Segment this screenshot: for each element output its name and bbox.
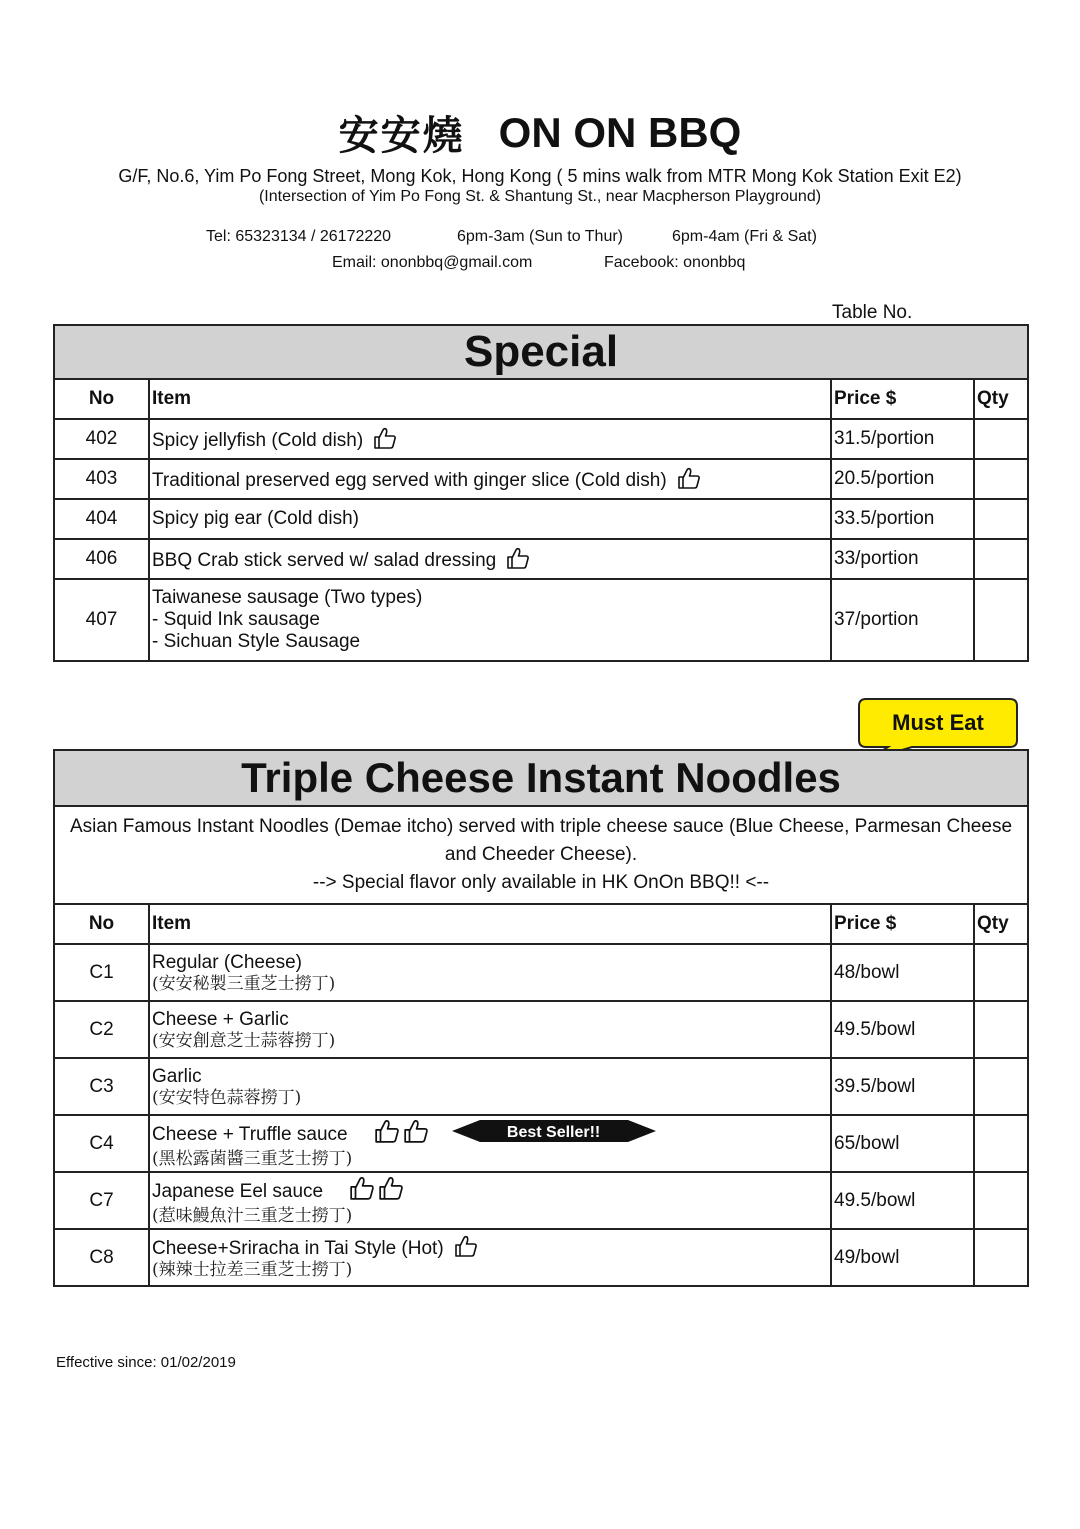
table-row — [54, 1172, 1028, 1229]
item-no: C4 — [54, 1115, 149, 1172]
thumbs-up-icon — [403, 1119, 429, 1143]
item-price: 33/portion — [831, 539, 974, 579]
item-price: 37/portion — [831, 579, 974, 661]
col-price: Price $ — [831, 904, 974, 944]
table-row — [54, 579, 1028, 661]
noodles-table — [53, 749, 1029, 1287]
best-seller-badge — [452, 1118, 656, 1144]
table-row — [54, 459, 1028, 499]
item-name: Traditional preserved egg served with ginger slice (Cold dish) — [152, 469, 667, 491]
col-item: Item — [149, 904, 831, 944]
table-row — [54, 1115, 1028, 1172]
restaurant-name-zh: 安安燒 — [338, 112, 465, 159]
qty-cell[interactable] — [974, 1058, 1028, 1115]
item-cell — [149, 1001, 831, 1058]
col-no: No — [54, 379, 149, 419]
thumbs-up-icon — [374, 1119, 400, 1143]
effective-date: Effective since: 01/02/2019 — [56, 1354, 236, 1371]
item-price: 33.5/portion — [831, 499, 974, 539]
item-name: Spicy pig ear (Cold dish) — [152, 508, 359, 529]
item-cell — [149, 1115, 831, 1172]
qty-cell[interactable] — [974, 419, 1028, 459]
item-price: 49.5/bowl — [831, 1172, 974, 1229]
noodles-description — [54, 806, 1028, 904]
item-name: BBQ Crab stick served w/ salad dressing — [152, 549, 497, 571]
item-name-zh: (安安特色蒜蓉撈丁) — [152, 1087, 302, 1108]
item-price: 49.5/bowl — [831, 1001, 974, 1058]
thumbs-up-icon-group — [349, 1176, 407, 1206]
qty-cell[interactable] — [974, 944, 1028, 1001]
item-cell — [149, 944, 831, 1001]
item-no: C2 — [54, 1001, 149, 1058]
table-no-label: Table No. — [832, 302, 913, 323]
item-cell — [149, 499, 831, 539]
noodles-title: Triple Cheese Instant Noodles — [54, 750, 1028, 806]
item-no: 404 — [54, 499, 149, 539]
col-no: No — [54, 904, 149, 944]
item-name: Regular (Cheese) — [152, 951, 302, 973]
table-row — [54, 1229, 1028, 1286]
item-no: 407 — [54, 579, 149, 661]
item-name-zh: (惹味鰻魚汁三重芝士撈丁) — [152, 1205, 353, 1226]
table-row — [54, 499, 1028, 539]
item-cell — [149, 419, 831, 459]
item-cell — [149, 459, 831, 499]
table-row — [54, 1001, 1028, 1058]
special-table — [53, 324, 1029, 662]
item-name: Cheese + Truffle sauce — [152, 1124, 348, 1145]
item-cell — [149, 1172, 831, 1229]
thumbs-up-icon — [454, 1235, 478, 1257]
thumbs-up-icon — [373, 427, 397, 449]
col-price: Price $ — [831, 379, 974, 419]
hours-weekend: 6pm-4am (Fri & Sat) — [672, 228, 817, 245]
item-cell — [149, 539, 831, 579]
qty-cell[interactable] — [974, 579, 1028, 661]
item-name-zh: (安安創意芝士蒜蓉撈丁) — [152, 1030, 336, 1051]
item-price: 31.5/portion — [831, 419, 974, 459]
qty-cell[interactable] — [974, 1001, 1028, 1058]
must-eat-label: Must Eat — [892, 710, 984, 735]
item-price: 65/bowl — [831, 1115, 974, 1172]
address-line-1: G/F, No.6, Yim Po Fong Street, Mong Kok, Hong Kong ( 5 mins walk from MTR Mong Kok Station Exit E2) — [118, 166, 962, 186]
item-name: Cheese + Garlic — [152, 1008, 289, 1030]
item-name: Cheese+Sriracha in Tai Style (Hot) — [152, 1238, 444, 1259]
thumbs-up-icon — [378, 1176, 404, 1200]
thumbs-up-icon — [677, 467, 701, 489]
email: Email: ononbbq@gmail.com — [332, 254, 533, 271]
qty-cell[interactable] — [974, 1115, 1028, 1172]
table-row — [54, 944, 1028, 1001]
item-price: 48/bowl — [831, 944, 974, 1001]
col-qty: Qty — [974, 904, 1028, 944]
item-sub-line: - Sichuan Style Sausage — [152, 631, 361, 652]
item-name-zh: (安安秘製三重芝士撈丁) — [152, 973, 336, 994]
item-no: C3 — [54, 1058, 149, 1115]
thumbs-up-icon — [506, 547, 530, 569]
item-name: Garlic — [152, 1065, 202, 1087]
thumbs-up-icon — [349, 1176, 375, 1200]
address-line-2: (Intersection of Yim Po Fong St. & Shantung St., near Macpherson Playground) — [258, 188, 822, 205]
qty-cell[interactable] — [974, 459, 1028, 499]
table-row — [54, 419, 1028, 459]
qty-cell[interactable] — [974, 1172, 1028, 1229]
noodles-description-line-2: --> Special flavor only available in HK OnOn BBQ!! <-- — [312, 872, 770, 893]
item-name: Spicy jellyfish (Cold dish) — [152, 429, 364, 451]
table-row — [54, 539, 1028, 579]
facebook: Facebook: ononbbq — [604, 254, 746, 271]
telephone: Tel: 65323134 / 26172220 — [206, 228, 392, 245]
item-cell — [149, 579, 831, 661]
item-name-zh: (黑松露菌醬三重芝士撈丁) — [152, 1149, 353, 1169]
item-no: C8 — [54, 1229, 149, 1286]
qty-cell[interactable] — [974, 1229, 1028, 1286]
col-item: Item — [149, 379, 831, 419]
item-price: 20.5/portion — [831, 459, 974, 499]
item-no: C1 — [54, 944, 149, 1001]
thumbs-up-icon-group — [374, 1119, 432, 1149]
item-name: Japanese Eel sauce — [152, 1180, 324, 1202]
item-no: C7 — [54, 1172, 149, 1229]
restaurant-title — [0, 104, 1080, 161]
item-sub-line: - Squid Ink sausage — [152, 609, 320, 630]
noodles-description-line-1: Asian Famous Instant Noodles (Demae itcho) served with triple cheese sauce (Blue Cheese, Parmesan Cheese and Cheeder Cheese). — [69, 816, 1013, 865]
col-qty: Qty — [974, 379, 1028, 419]
item-name: Taiwanese sausage (Two types) — [152, 587, 423, 608]
item-name-zh: (辣辣士拉差三重芝士撈丁) — [152, 1260, 353, 1280]
qty-cell[interactable] — [974, 499, 1028, 539]
best-seller-label: Best Seller!! — [506, 1124, 601, 1141]
item-no: 406 — [54, 539, 149, 579]
qty-cell[interactable] — [974, 539, 1028, 579]
special-title: Special — [54, 325, 1028, 379]
hours-weekday: 6pm-3am (Sun to Thur) — [457, 228, 623, 245]
item-cell — [149, 1229, 831, 1286]
item-no: 403 — [54, 459, 149, 499]
item-price: 39.5/bowl — [831, 1058, 974, 1115]
item-price: 49/bowl — [831, 1229, 974, 1286]
item-no: 402 — [54, 419, 149, 459]
table-row — [54, 1058, 1028, 1115]
item-cell — [149, 1058, 831, 1115]
restaurant-name-en: ON ON BBQ — [498, 108, 742, 156]
